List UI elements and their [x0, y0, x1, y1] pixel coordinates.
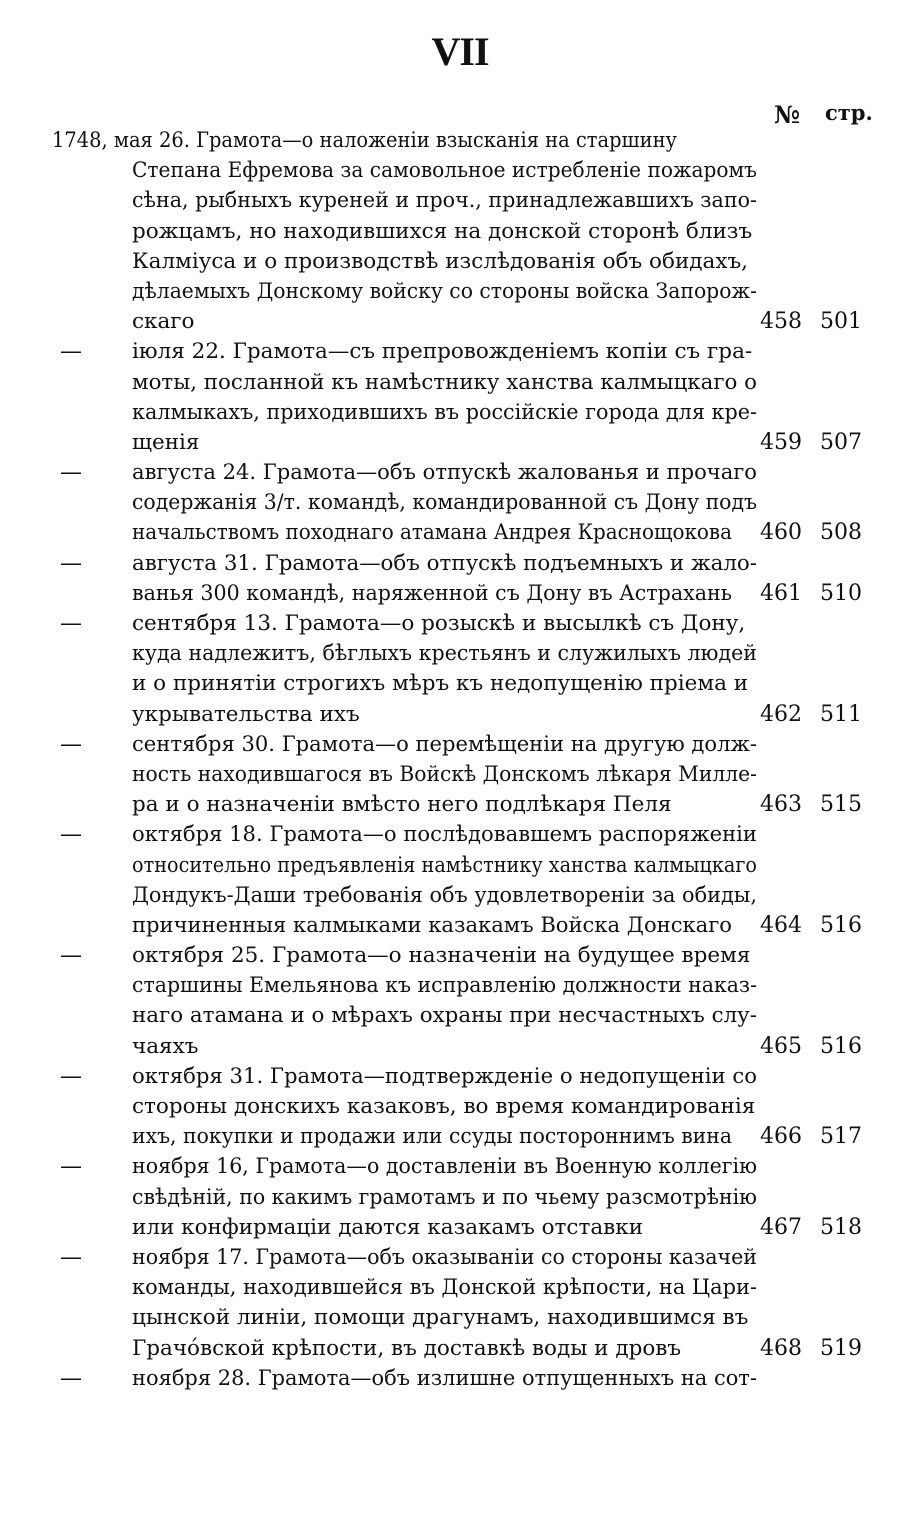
entry-line: [0, 1122, 920, 1152]
entry-text: ность находившагося въ Войскѣ Донскомъ лѣкаря Милле-: [132, 761, 757, 787]
entry-line: [0, 760, 920, 790]
entry-text: октября 25. Грамота—о назначеніи на будущее время: [132, 943, 751, 969]
entry-text: цынской линіи, помощи драгунамъ, находившимся въ: [132, 1305, 749, 1331]
entry-text: Грачо́вской крѣпости, въ доставкѣ воды и дровъ: [132, 1335, 682, 1361]
entry-number: 459: [760, 429, 802, 455]
entry-reference: [760, 1122, 862, 1152]
entry-reference: [760, 1032, 862, 1062]
entry-reference: [760, 428, 862, 458]
entry-dash: —: [60, 550, 82, 576]
entry-text: или конфирмаціи даются казакамъ отставки: [132, 1214, 644, 1240]
entry-text: сентября 13. Грамота—о розыскѣ и высылкѣ съ Дону,: [132, 611, 746, 636]
entry-line: [0, 1062, 920, 1092]
entry-text: моты, посланной къ намѣстнику ханства калмыцкаго о: [132, 369, 757, 395]
entry-page: 511: [820, 701, 862, 727]
entry-number: 466: [760, 1124, 802, 1150]
entry-line: [0, 549, 920, 579]
entry-text: старшины Емельянова къ исправленію должности наказ-: [132, 973, 757, 999]
entry-line: [0, 1152, 920, 1182]
entry-line: [0, 156, 920, 186]
entry-number: 458: [760, 309, 802, 335]
entry-number: 463: [760, 792, 802, 818]
entry-text: скаго: [132, 309, 195, 335]
entry-text: и о принятіи строгихъ мѣръ къ недопущенію пріема и: [132, 671, 749, 697]
entry-line: [0, 307, 920, 337]
entry-text: Калміуса и о производствѣ изслѣдованія объ обидахъ,: [132, 248, 748, 274]
entry-text: стороны донскихъ казаковъ, во время командированія: [132, 1094, 756, 1119]
entry-text: ноября 28. Грамота—объ излишне отпущенныхъ на сот-: [132, 1365, 757, 1391]
entry-line: [0, 398, 920, 428]
entry-page: 516: [820, 1033, 862, 1059]
entry-page: 510: [820, 580, 862, 606]
entry-text: команды, находившейся въ Донской крѣпости, на Цари-: [132, 1275, 757, 1301]
entry-line: [0, 1183, 920, 1213]
entry-reference: [760, 700, 862, 730]
entry-line: [0, 1303, 920, 1333]
document-entry: [0, 1152, 920, 1243]
entry-reference: [760, 1334, 862, 1364]
entry-line: [0, 820, 920, 850]
document-entry: [0, 458, 920, 549]
entry-dash: —: [60, 339, 82, 365]
entry-text: ноября 17. Грамота—объ оказываніи со стороны казачей: [132, 1244, 757, 1270]
entry-text: Степана Ефремова за самовольное истребленіе пожаромъ: [132, 158, 757, 184]
entry-text: чаяхъ: [132, 1033, 199, 1059]
document-entries: [0, 126, 920, 1394]
entry-text: іюля 22. Грамота—съ препровожденіемъ копіи съ гра-: [132, 339, 753, 365]
entry-line: [0, 1364, 920, 1394]
entry-line: [0, 186, 920, 216]
entry-text: содержанія 3/т. командѣ, командированной съ Дону подъ: [132, 490, 757, 516]
entry-line: [0, 1213, 920, 1243]
entry-text: относительно предъявленія намѣстнику ханства калмыцкаго: [132, 852, 757, 878]
entry-text: причиненныя калмыками казакамъ Войска Донскаго: [132, 912, 732, 938]
entry-page: 508: [820, 520, 862, 546]
entry-dash: —: [60, 611, 82, 636]
entry-text: дѣлаемыхъ Донскому войску со стороны войска Запорож-: [132, 278, 757, 304]
entry-text: наго атамана и о мѣрахъ охраны при несчастныхъ слу-: [132, 1003, 757, 1029]
entry-line: [0, 247, 920, 277]
entry-text: начальствомъ походнаго атамана Андрея Краснощокова: [132, 520, 732, 546]
column-header-page: стр.: [825, 100, 873, 125]
entry-line: [0, 941, 920, 971]
document-entry: [0, 1364, 920, 1394]
entry-line: [0, 518, 920, 548]
entry-line: [0, 428, 920, 458]
entry-page: 519: [820, 1335, 862, 1361]
entry-line: [0, 911, 920, 941]
entry-text: Дондукъ-Даши требованія объ удовлетвореніи за обиды,: [132, 882, 757, 908]
entry-text: куда надлежитъ, бѣглыхъ крестьянъ и служилыхъ людей: [132, 641, 757, 667]
entry-text: рожцамъ, но находившихся на донской сторонѣ близъ: [132, 218, 753, 244]
document-entry: [0, 549, 920, 609]
entry-reference: [760, 790, 862, 820]
entry-dash: —: [60, 1365, 82, 1391]
entry-dash: —: [60, 460, 82, 486]
entry-reference: [760, 307, 862, 337]
entry-text: сентября 30. Грамота—о перемѣщеніи на другую долж-: [132, 731, 757, 757]
entry-line: [0, 1092, 920, 1122]
page-number: VII: [431, 29, 489, 74]
entry-line: [0, 851, 920, 881]
entry-dash: —: [60, 822, 82, 848]
entry-line: [0, 337, 920, 367]
entry-dash: —: [60, 1154, 82, 1180]
entry-page: 517: [820, 1124, 862, 1150]
entry-dash: —: [60, 731, 82, 757]
entry-text: августа 31. Грамота—объ отпускѣ подъемныхъ и жало-: [132, 550, 757, 576]
entry-text: ванья 300 командѣ, наряженной съ Дону въ Астрахань: [132, 580, 732, 606]
entry-text: ра и о назначеніи вмѣсто него подлѣкаря Пеля: [132, 792, 672, 818]
entry-number: 467: [760, 1214, 802, 1240]
entry-text: щенія: [132, 429, 200, 455]
document-entry: [0, 1062, 920, 1153]
entry-line: [0, 1243, 920, 1273]
entry-line: [0, 790, 920, 820]
entry-line: [0, 730, 920, 760]
entry-number: 461: [760, 580, 802, 606]
entry-number: 462: [760, 701, 802, 727]
entry-page: 518: [820, 1214, 862, 1240]
entry-page: 516: [820, 912, 862, 938]
entry-dash: —: [60, 1063, 82, 1089]
document-entry: [0, 730, 920, 821]
entry-text: августа 24. Грамота—объ отпускѣ жалованья и прочаго: [132, 460, 757, 486]
entry-line: [0, 669, 920, 699]
entry-line: [0, 700, 920, 730]
column-header-number: №: [774, 100, 801, 129]
entry-text: свѣдѣній, по какимъ грамотамъ и по чьему разсмотрѣнію: [132, 1184, 757, 1210]
entry-dash: —: [60, 1244, 82, 1270]
entry-reference: [760, 1213, 862, 1243]
entry-text: укрывательства ихъ: [132, 701, 360, 727]
entry-text: ихъ, покупки и продажи или ссуды постороннимъ вина: [132, 1124, 732, 1150]
entry-reference: [760, 911, 862, 941]
entry-text: октября 31. Грамота—подтвержденіе о недопущеніи со: [132, 1063, 757, 1089]
entry-line: [0, 881, 920, 911]
entry-number: 460: [760, 520, 802, 546]
document-entry: [0, 609, 920, 730]
document-entry: [0, 1243, 920, 1364]
entry-line: [0, 458, 920, 488]
entry-page: 515: [820, 792, 862, 818]
entry-number: 468: [760, 1335, 802, 1361]
entry-text: 1748, мая 26. Грамота—о наложеніи взысканія на старшину: [52, 128, 677, 153]
entry-line: [0, 609, 920, 639]
entry-line: [0, 1032, 920, 1062]
entry-line: [0, 217, 920, 247]
entry-line: [0, 1334, 920, 1364]
entry-line: [0, 1273, 920, 1303]
entry-line: [0, 368, 920, 398]
entry-number: 465: [760, 1033, 802, 1059]
entry-line: [0, 579, 920, 609]
entry-line: [0, 277, 920, 307]
entry-line: [0, 971, 920, 1001]
entry-reference: [760, 579, 862, 609]
entry-text: октября 18. Грамота—о послѣдовавшемъ распоряженіи: [132, 822, 757, 848]
entry-page: 501: [820, 309, 862, 335]
entry-text: сѣна, рыбныхъ куреней и проч., принадлежавшихъ запо-: [132, 188, 757, 214]
entry-page: 507: [820, 429, 862, 455]
entry-text: ноября 16, Грамота—о доставленіи въ Военную коллегію: [132, 1154, 757, 1180]
entry-dash: —: [60, 943, 82, 969]
document-entry: [0, 337, 920, 458]
document-entry: [0, 941, 920, 1062]
entry-line: [0, 639, 920, 669]
entry-number: 464: [760, 912, 802, 938]
entry-line: [0, 488, 920, 518]
document-entry: [0, 820, 920, 941]
entry-text: калмыкахъ, приходившихъ въ россійскіе города для кре-: [132, 399, 757, 425]
document-entry: [0, 126, 920, 337]
entry-reference: [760, 518, 862, 548]
entry-line: [0, 1001, 920, 1031]
entry-line: [0, 126, 920, 156]
